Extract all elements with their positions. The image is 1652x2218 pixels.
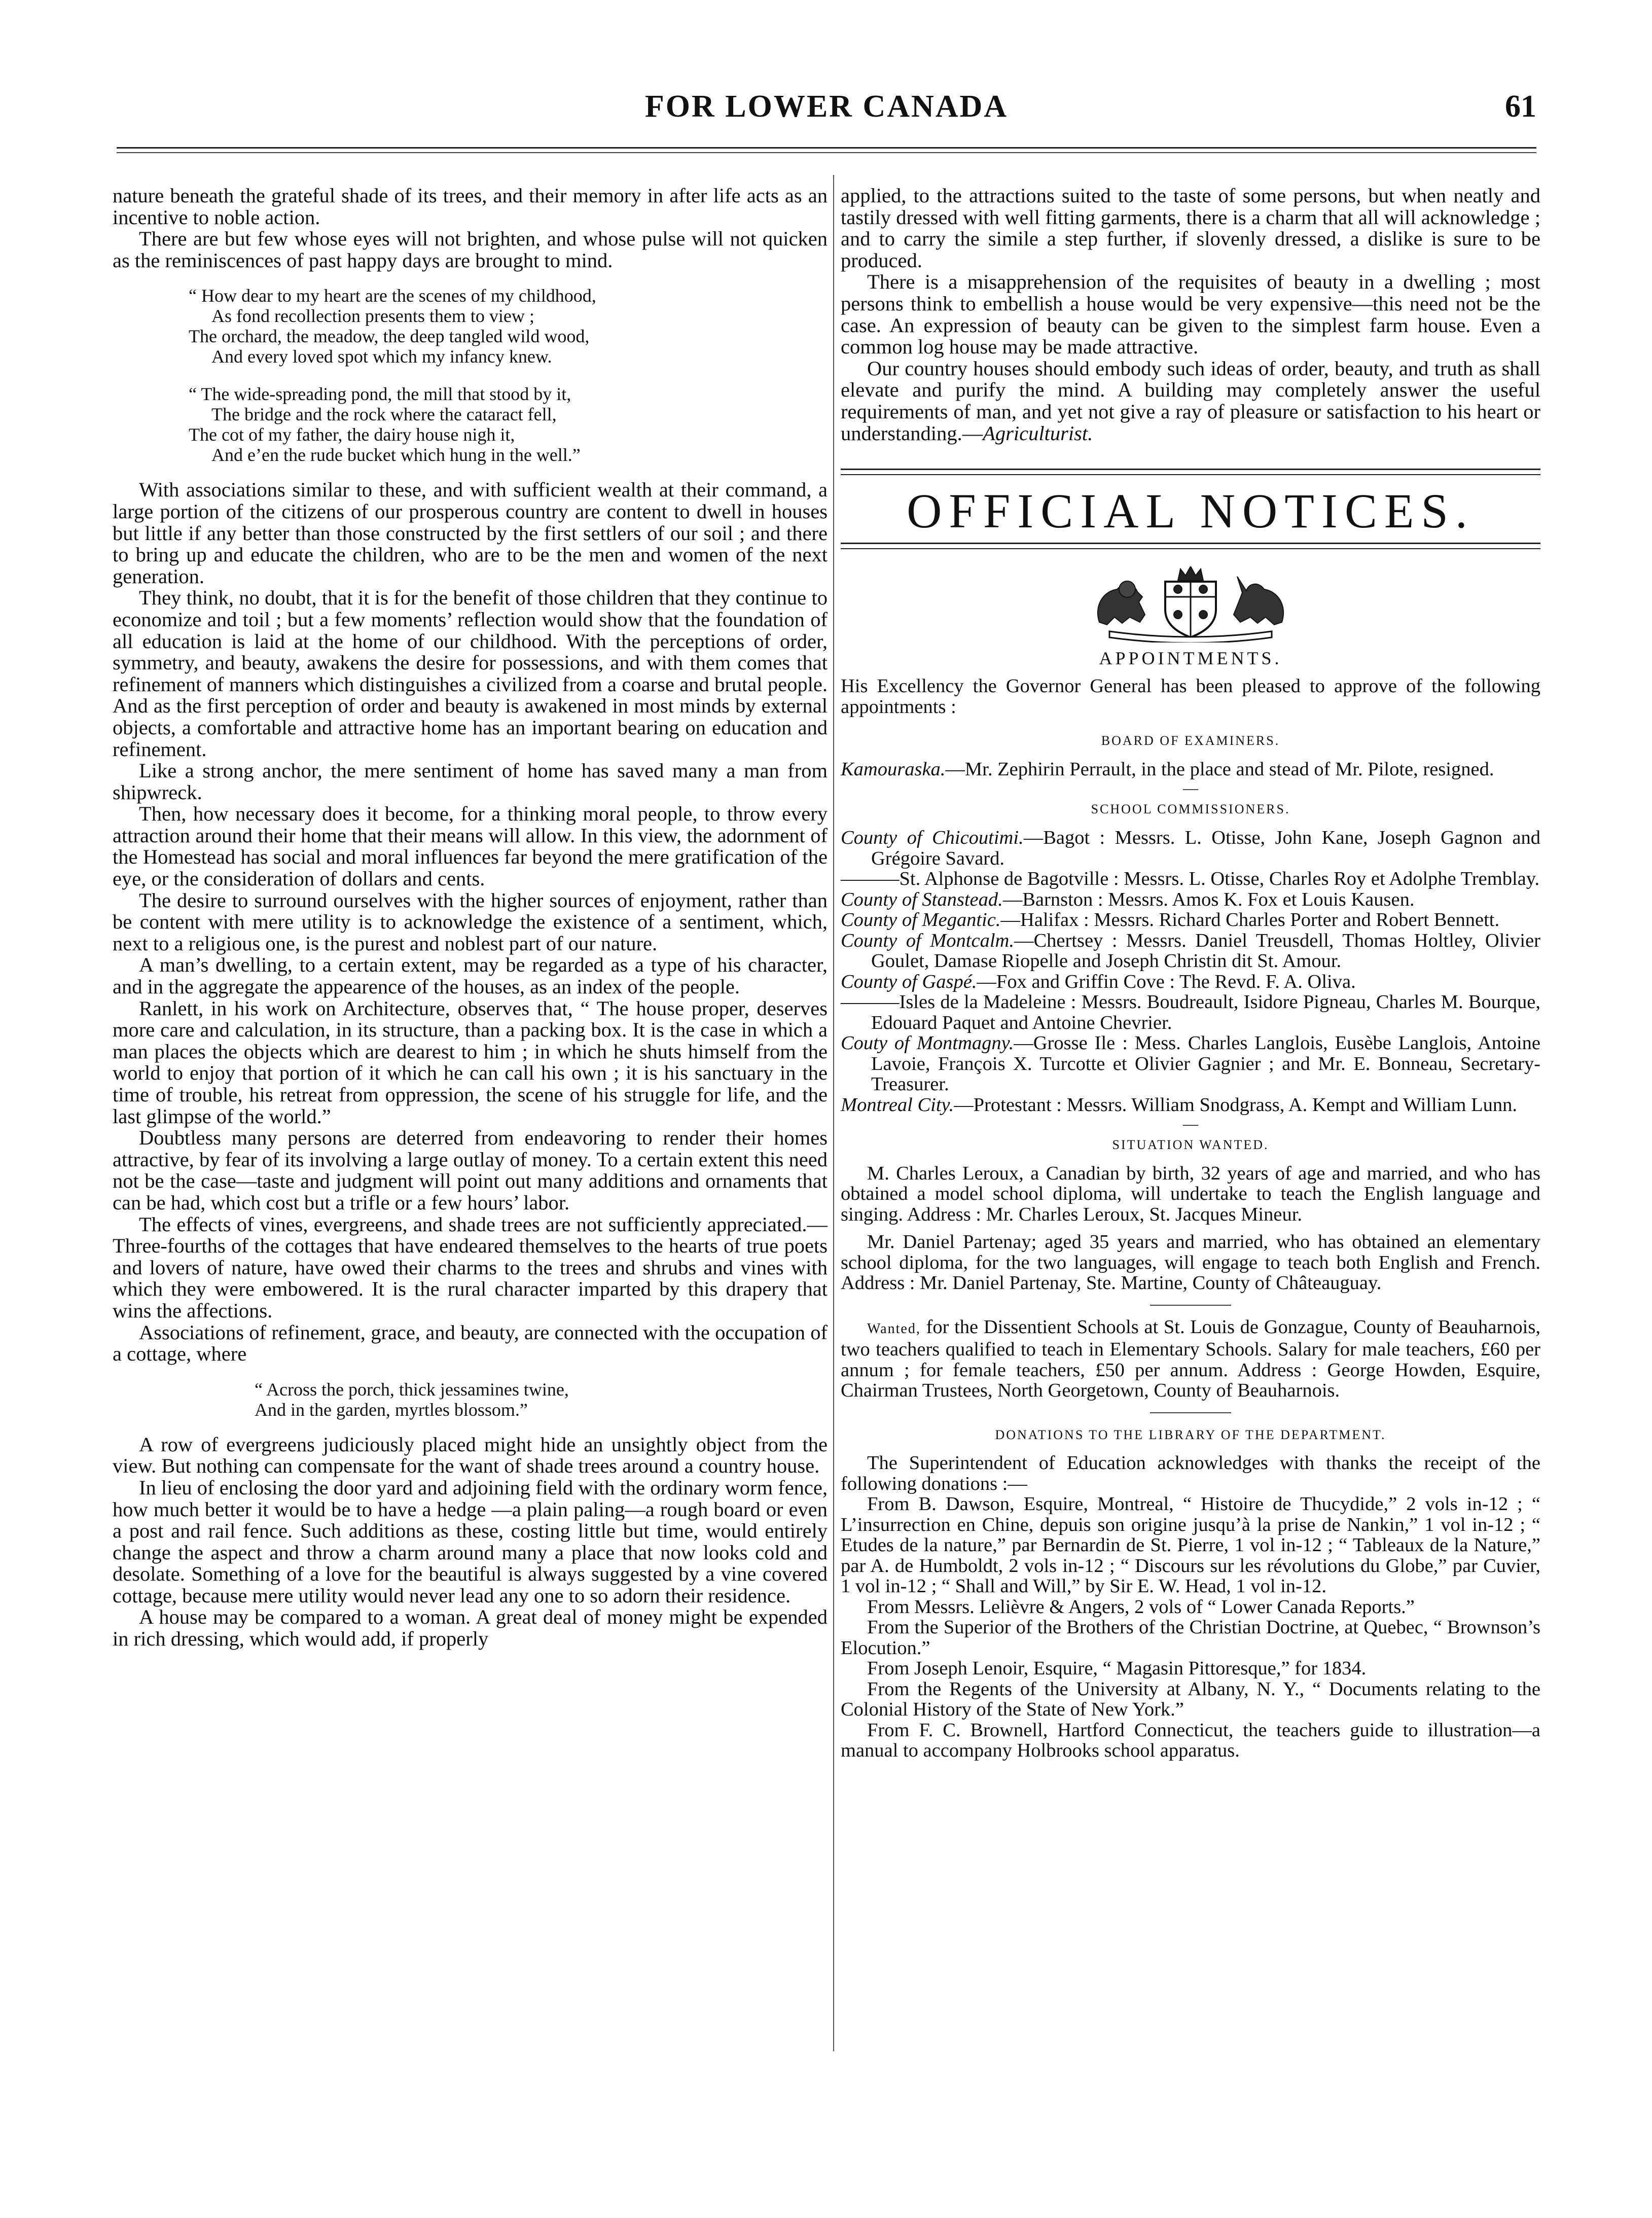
donation-item: From the Superior of the Brothers of the Christian Doctrine, at Quebec, “ Brownson’s Elocution.” — [841, 1617, 1540, 1659]
paragraph: In lieu of enclosing the door yard and adjoining field with the ordinary worm fence, how much better it would be to have a hedge —a plain paling—a rough board or even a post and rail fence. Such additions as these, costing little but time, would entirely change the aspect and throw a charm around many a place that now looks cold and desolate. Something of a love for the beautiful is always suggested by a vine covered cottage, because mere utility would never lead any one to so adorn their residence. — [113, 1476, 828, 1607]
right-column — [841, 185, 1540, 1761]
place-name: Kamouraska. — [841, 758, 946, 780]
paragraph: They think, no doubt, that it is for the benefit of those children that they continue to economize and toil ; but a few moments’ reflection would show that the foundation of all education is laid at the home of our childhood. With the perceptions of order, symmetry, and beauty, awakens the desire for possessions, and with them comes that refinement of manners which distinguishes a civilized from a coarse and brutal people. And as the first perception of order and beauty is awakened in most minds by external objects, a comfortable and attractive home has an important bearing on education and refinement. — [113, 586, 828, 761]
short-rule: — — [1183, 780, 1198, 797]
paragraph-text: Our country houses should embody such ideas of order, beauty, and truth as shall elevate and purify the mind. A building may completely answer the useful requirements of man, and yet not give a ray of pleasure or satisfaction to his heart or understanding.— — [841, 356, 1540, 445]
left-column — [113, 185, 828, 1650]
paragraph: Associations of refinement, grace, and beauty, are connected with the occupation of a cottage, where — [113, 1320, 828, 1366]
poem-childhood — [189, 285, 828, 465]
school-heading: SCHOOL COMMISSIONERS. — [1091, 802, 1290, 817]
donation-item: From B. Dawson, Esquire, Montreal, “ Histoire de Thucydide,” 2 vols in-12 ; “ L’insurrection en Chine, depuis son origine jusqu’à la prise de Nankin,” 1 vol in-12 ; “ Etudes de la nature,” par Bernardin de St. Pierre, 1 vol in-12 ; “ Tableaux de la Nature,” par A. de Humboldt, 2 vols in-12 ; “ Discours sur les révolutions du Globe,” par Cuvier, 1 vol in-12 ; “ Shall and Will,” by Sir E. W. Head, 1 vol in-12. — [841, 1493, 1540, 1597]
paragraph: A house may be compared to a woman. A great deal of money might be expended in rich dressing, which would add, if properly — [113, 1605, 828, 1651]
section-rule — [841, 543, 1540, 544]
paragraph: Then, how necessary does it become, for a thinking moral people, to throw every attraction around their home that their means will allow. In this view, the adornment of the Homestead has social and moral influences far beyond the mere gratification of the eye, or the consideration of dollars and cents. — [113, 802, 828, 890]
page-header — [117, 89, 1536, 134]
situation-heading: SITUATION WANTED. — [1112, 1137, 1269, 1152]
paragraph: A row of evergreens judiciously placed might hide an unsightly object from the view. But nothing can compensate for the want of shade trees around a country house. — [113, 1433, 828, 1478]
section-rule-thin — [841, 548, 1540, 549]
commissioner-entry — [841, 869, 1540, 889]
running-title: FOR LOWER CANADA — [644, 89, 1009, 124]
poem-line: The cot of my father, the dairy house nigh it, — [189, 424, 515, 445]
entry-text: ———Isles de la Madeleine : Messrs. Boudreault, Isidore Pigneau, Charles M. Bourque, Edouard Paquet and Antoine Chevrier. — [841, 991, 1540, 1033]
county-name: County of Montcalm. — [841, 929, 1014, 951]
poem-line: “ The wide-spreading pond, the mill that stood by it, — [189, 384, 571, 405]
entry-text: —Halifax : Messrs. Richard Charles Porter and Robert Bennett. — [1000, 909, 1500, 931]
poem-line: As fond recollection presents them to view ; — [211, 306, 534, 327]
poem-line: “ How dear to my heart are the scenes of my childhood, — [189, 285, 596, 306]
situation-notice: M. Charles Leroux, a Canadian by birth, 32 years of age and married, and who has obtained a model school diploma, will undertake to teach the English language and singing. Address : Mr. Charles Leroux, St. Jacques Mineur. — [841, 1162, 1540, 1225]
appointments-intro: His Excellency the Governor General has been pleased to approve of the following appointments : — [841, 675, 1540, 718]
source-credit: Agriculturist. — [983, 421, 1093, 445]
commissioner-entry — [841, 972, 1540, 992]
poem-line: And every loved spot which my infancy knew. — [211, 346, 552, 367]
donations-intro: The Superintendent of Education acknowledges with thanks the receipt of the following donations :— — [841, 1452, 1540, 1494]
entry-text: —Bagot : Messrs. L. Otisse, John Kane, Joseph Gagnon and Grégoire Savard. — [871, 827, 1540, 869]
donation-item: From Messrs. Lelièvre & Angers, 2 vols of “ Lower Canada Reports.” — [867, 1596, 1415, 1618]
commissioner-entry — [841, 992, 1540, 1033]
county-name: Couty of Montmagny. — [841, 1032, 1014, 1054]
commissioners-list — [841, 828, 1540, 1115]
short-rule — [1150, 1412, 1231, 1413]
wanted-notice — [841, 1317, 1540, 1401]
header-rule — [117, 147, 1536, 149]
situation-notice: Mr. Daniel Partenay; aged 35 years and married, who has obtained an elementary school diploma, for the two languages, will engage to teach both English and French. Address : Mr. Daniel Partenay, Ste. Martine, County of Châteauguay. — [841, 1231, 1540, 1294]
short-rule: — — [1183, 1116, 1198, 1132]
commissioner-entry — [841, 889, 1540, 910]
board-entry — [841, 759, 1540, 780]
entry-text: —Barnston : Messrs. Amos K. Fox et Louis Kausen. — [1002, 888, 1415, 910]
entry-text: —Fox and Griffin Cove : The Revd. F. A. Oliva. — [977, 971, 1356, 992]
county-name: County of Megantic. — [841, 909, 1001, 931]
paragraph: Ranlett, in his work on Architecture, observes that, “ The house proper, deserves more care and calculation, in its structure, than a packing box. It is the case in which a man places the objects which are dearest to him ; in which he shuts himself from the world to enjoy that portion of it which he can call his own ; it is his sanctuary in the time of trouble, his retreat from oppression, the scene of his struggle for life, and the last glimpse of the world.” — [113, 996, 828, 1128]
commissioner-entry — [841, 1095, 1540, 1116]
header-rule-thin — [117, 152, 1536, 153]
paragraph — [841, 358, 1540, 444]
poem-line: And in the garden, myrtles blossom.” — [255, 1399, 528, 1420]
wanted-label: Wanted, — [867, 1320, 921, 1337]
commissioner-entry — [841, 1033, 1540, 1095]
entry-text: —Grosse Ile : Mess. Charles Langlois, Eusèbe Langlois, Antoine Lavoie, François X. Turcotte et Olivier Gagnier ; and Mr. E. Bonneau, Secretary-Treasurer. — [871, 1032, 1540, 1095]
paragraph: applied, to the attractions suited to the taste of some persons, but when neatly and tastily dressed with well fitting garments, there is a charm that all will acknowledge ; and to carry the simile a step further, if slovenly dressed, a dislike is sure to be produced. — [841, 184, 1540, 272]
paragraph: nature beneath the grateful shade of its trees, and their memory in after life acts as an incentive to noble action. — [113, 184, 828, 229]
short-rule — [1150, 1305, 1231, 1306]
paragraph: The desire to surround ourselves with the higher sources of enjoyment, rather than be content with mere utility is to acknowledge the existence of a sentiment, which, next to a religious one, is the purest and noblest part of our nature. — [113, 888, 828, 955]
paragraph: There is a misapprehension of the requisites of beauty in a dwelling ; most persons think to embellish a house would be very expensive—this need not be the case. An expression of beauty can be given to the simplest farm house. Even a common log house may be made attractive. — [841, 270, 1540, 359]
page-number: 61 — [1505, 89, 1536, 124]
paragraph: Like a strong anchor, the mere sentiment of home has saved many a man from shipwreck. — [113, 759, 828, 804]
board-heading: BOARD OF EXAMINERS. — [1101, 733, 1280, 748]
poem-line: The orchard, the meadow, the deep tangled wild wood, — [189, 326, 590, 347]
appointments-heading: APPOINTMENTS. — [1099, 648, 1282, 668]
commissioner-entry — [841, 910, 1540, 931]
entry-text: —Protestant : Messrs. William Snodgrass, A. Kempt and William Lunn. — [954, 1094, 1517, 1116]
entry-text: —Chertsey : Messrs. Daniel Treusdell, Thomas Holtley, Olivier Goulet, Damase Riopelle and Joseph Christin dit St. Amour. — [871, 929, 1540, 972]
paragraph: Doubtless many persons are deterred from endeavoring to render their homes attractive, by fear of its involving a large outlay of money. To a certain extent this need not be the case—taste and judgment will point out many additions and ornaments that can be had, which cost but a trifle or a few hours’ labor. — [113, 1126, 828, 1214]
section-rule — [841, 469, 1540, 470]
entry-text: for the Dissentient Schools at St. Louis de Gonzague, County of Beauharnois, two teachers qualified to teach in Elementary Schools. Salary for male teachers, £60 per annum ; for female teachers, £50 per annum. Address : George Howden, Esquire, Chairman Trustees, North Georgetown, County of Beauharnois. — [841, 1316, 1540, 1402]
county-name: Montreal City. — [841, 1094, 954, 1116]
donation-item: From the Regents of the University at Albany, N. Y., “ Documents relating to the Colonial History of the State of New York.” — [841, 1678, 1540, 1721]
commissioner-entry — [841, 931, 1540, 972]
paragraph: The effects of vines, evergreens, and shade trees are not sufficiently appreciated.—Three-fourths of the cottages that have endeared themselves to the hearts of true poets and lovers of nature, have owed their charms to the trees and shrubs and vines with which they were embowered. It is the rural character imparted by this drapery that wins the affections. — [113, 1212, 828, 1322]
column-divider — [833, 175, 834, 2051]
poem-line: “ Across the porch, thick jessamines twine, — [255, 1379, 569, 1400]
royal-coat-of-arms-icon — [1079, 566, 1302, 642]
entry-text: —Mr. Zephirin Perrault, in the place and stead of Mr. Pilote, resigned. — [945, 758, 1494, 780]
poem-line: The bridge and the rock where the cataract fell, — [211, 404, 557, 425]
official-notices-title: OFFICIAL NOTICES. — [907, 484, 1475, 539]
entry-text: ———St. Alphonse de Bagotville : Messrs. L. Otisse, Charles Roy et Adolphe Tremblay. — [841, 868, 1540, 889]
county-name: County of Gaspé. — [841, 971, 977, 992]
section-rule-thin — [841, 474, 1540, 475]
county-name: County of Chicoutimi. — [841, 827, 1024, 848]
paragraph: With associations similar to these, and with sufficient wealth at their command, a large portion of the citizens of our prosperous country are content to dwell in houses but little if any better than those constructed by the first settlers of our soil ; and there to bring up and educate the children, who are to be the men and women of the next generation. — [113, 478, 828, 588]
donation-item: From F. C. Brownell, Hartford Connecticut, the teachers guide to illustration—a manual to accompany Holbrooks school apparatus. — [841, 1719, 1540, 1762]
poem-cottage — [255, 1379, 828, 1420]
paragraph: A man’s dwelling, to a certain extent, may be regarded as a type of his character, and in the aggregate the appearence of the houses, as an index of the people. — [113, 953, 828, 998]
county-name: County of Stanstead. — [841, 888, 1003, 910]
donations-heading: DONATIONS TO THE LIBRARY OF THE DEPARTMENT. — [995, 1427, 1386, 1442]
commissioner-entry — [841, 828, 1540, 869]
donation-item: From Joseph Lenoir, Esquire, “ Magasin Pittoresque,” for 1834. — [867, 1658, 1367, 1679]
paragraph: There are but few whose eyes will not brighten, and whose pulse will not quicken as the reminiscences of past happy days are brought to mind. — [113, 227, 828, 272]
poem-line: And e’en the rude bucket which hung in the well.” — [211, 445, 581, 466]
